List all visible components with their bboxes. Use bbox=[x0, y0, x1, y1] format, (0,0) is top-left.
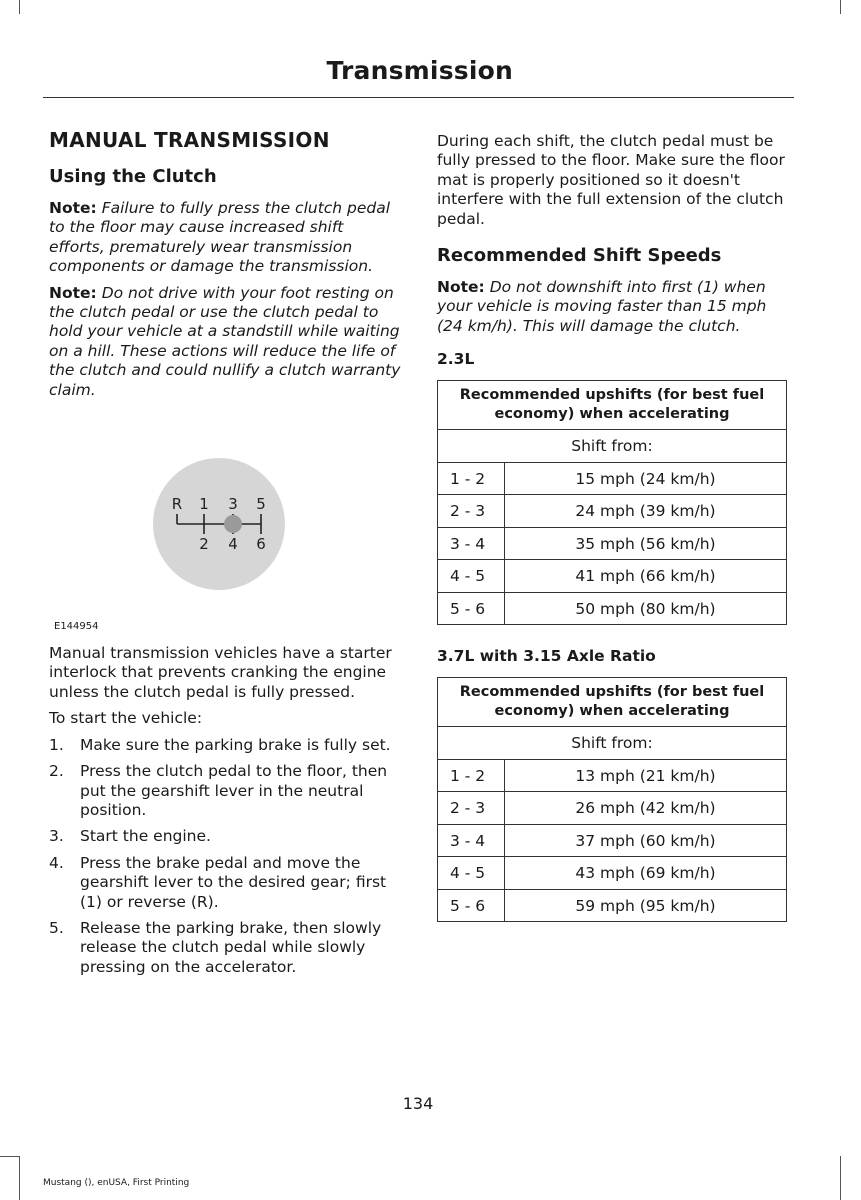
table-row bbox=[438, 792, 787, 825]
left-column bbox=[49, 128, 403, 984]
shift-pattern-diagram bbox=[153, 458, 285, 590]
shift-cell: 2 - 3 bbox=[438, 495, 505, 528]
gear-label-3: 3 bbox=[228, 495, 238, 514]
step-text: Make sure the parking brake is fully set. bbox=[80, 735, 391, 754]
shift-cell: 3 - 4 bbox=[438, 824, 505, 857]
table-row bbox=[438, 857, 787, 890]
table-row bbox=[438, 824, 787, 857]
crop-mark bbox=[19, 1156, 20, 1200]
table-label-2-3l: 2.3L bbox=[437, 350, 475, 369]
note-label: Note: bbox=[49, 283, 97, 302]
step-number: 1. bbox=[49, 735, 64, 754]
gearshift-knob-icon bbox=[153, 458, 285, 590]
crop-mark bbox=[840, 0, 841, 14]
shift-cell: 5 - 6 bbox=[438, 889, 505, 922]
step-text: Start the engine. bbox=[80, 827, 211, 846]
shift-cell: 1 - 2 bbox=[438, 462, 505, 495]
step-number: 2. bbox=[49, 762, 64, 781]
table-label-3-7l: 3.7L with 3.15 Axle Ratio bbox=[437, 647, 656, 666]
note-label: Note: bbox=[49, 199, 97, 217]
speed-cell: 43 mph (69 km/h) bbox=[505, 857, 787, 890]
speed-cell: 37 mph (60 km/h) bbox=[505, 824, 787, 857]
table-header: Recommended upshifts (for best fuel economy) when accelerating bbox=[438, 678, 787, 727]
page-number: 134 bbox=[402, 1094, 434, 1113]
table-row bbox=[438, 889, 787, 922]
shift-cell: 5 - 6 bbox=[438, 592, 505, 625]
shift-from-label: Shift from: bbox=[438, 430, 787, 463]
note-text: Failure to fully press the clutch pedal to the floor may cause increased shift efforts, prematurely wear transmission components or damage the transmission. bbox=[49, 199, 391, 276]
start-vehicle-intro: To start the vehicle: bbox=[49, 709, 203, 728]
note-label: Note: bbox=[437, 278, 485, 297]
subheading-shift-speeds: Recommended Shift Speeds bbox=[437, 245, 722, 267]
list-item bbox=[49, 762, 403, 820]
note-text: Do not drive with your foot resting on the clutch pedal or use the clutch pedal to hold your vehicle at a standstill while waiting on a hill. These actions will reduce the life of the clutch and could nullify a clutch warranty claim. bbox=[49, 283, 401, 399]
crop-mark bbox=[840, 1156, 841, 1200]
table-row bbox=[438, 462, 787, 495]
shift-speed-table-3-7l bbox=[437, 677, 787, 922]
footer-text: Mustang (), enUSA, First Printing bbox=[43, 1178, 190, 1188]
speed-cell: 41 mph (66 km/h) bbox=[505, 560, 787, 593]
list-item bbox=[49, 736, 403, 755]
speed-cell: 15 mph (24 km/h) bbox=[505, 462, 787, 495]
shift-from-label: Shift from: bbox=[438, 727, 787, 760]
step-text: Release the parking brake, then slowly release the clutch pedal while slowly pressing on the accelerator. bbox=[80, 918, 382, 976]
speed-cell: 50 mph (80 km/h) bbox=[505, 592, 787, 625]
shift-cell: 1 - 2 bbox=[438, 759, 505, 792]
speed-cell: 35 mph (56 km/h) bbox=[505, 527, 787, 560]
note-downshift bbox=[437, 278, 789, 336]
list-item bbox=[49, 827, 403, 846]
list-item bbox=[49, 854, 403, 912]
gearshift-pattern-figure bbox=[49, 458, 403, 644]
shift-speed-table-2-3l bbox=[437, 380, 787, 625]
table-row bbox=[438, 527, 787, 560]
table-header: Recommended upshifts (for best fuel economy) when accelerating bbox=[438, 381, 787, 430]
shift-cell: 4 - 5 bbox=[438, 560, 505, 593]
step-text: Press the clutch pedal to the floor, then put the gearshift lever in the neutral position. bbox=[80, 762, 388, 819]
right-column bbox=[437, 132, 789, 944]
gear-label-1: 1 bbox=[199, 495, 209, 514]
speed-cell: 26 mph (42 km/h) bbox=[505, 792, 787, 825]
speed-cell: 13 mph (21 km/h) bbox=[505, 759, 787, 792]
header-divider bbox=[43, 97, 794, 98]
starter-interlock-paragraph: Manual transmission vehicles have a starter interlock that prevents cranking the engine unless the clutch pedal is fully pressed. bbox=[49, 644, 392, 701]
table-row bbox=[438, 592, 787, 625]
table-row bbox=[438, 495, 787, 528]
gear-label-reverse: R bbox=[171, 495, 183, 514]
figure-id: E144954 bbox=[54, 621, 99, 633]
gear-label-2: 2 bbox=[199, 535, 209, 554]
speed-cell: 24 mph (39 km/h) bbox=[505, 495, 787, 528]
table-row bbox=[438, 759, 787, 792]
step-text: Press the brake pedal and move the gearshift lever to the desired gear; first (1) or reverse (R). bbox=[80, 853, 387, 911]
step-number: 5. bbox=[49, 918, 64, 937]
note-text: Do not downshift into first (1) when your vehicle is moving faster than 15 mph (24 km/h). This will damage the clutch. bbox=[437, 278, 767, 335]
gear-label-4: 4 bbox=[228, 535, 238, 554]
shift-cell: 3 - 4 bbox=[438, 527, 505, 560]
step-number: 3. bbox=[49, 827, 64, 846]
start-steps-list bbox=[49, 736, 403, 977]
table-row bbox=[438, 560, 787, 593]
clutch-shift-paragraph: During each shift, the clutch pedal must be fully pressed to the floor. Make sure the floor mat is properly positioned so it doesn't interfere with the full extension of the clutch pedal. bbox=[437, 132, 785, 228]
page-title: Transmission bbox=[326, 56, 513, 85]
speed-cell: 59 mph (95 km/h) bbox=[505, 889, 787, 922]
section-title: MANUAL TRANSMISSION bbox=[49, 128, 330, 152]
subheading-using-clutch: Using the Clutch bbox=[49, 166, 217, 187]
gear-label-5: 5 bbox=[256, 495, 266, 514]
shift-cell: 4 - 5 bbox=[438, 857, 505, 890]
gear-label-6: 6 bbox=[256, 535, 266, 554]
crop-mark bbox=[0, 1156, 19, 1157]
note-clutch-press bbox=[49, 199, 403, 277]
crop-mark bbox=[19, 0, 20, 14]
list-item bbox=[49, 919, 403, 977]
shift-cell: 2 - 3 bbox=[438, 792, 505, 825]
step-number: 4. bbox=[49, 853, 64, 872]
note-clutch-rest bbox=[49, 284, 403, 400]
